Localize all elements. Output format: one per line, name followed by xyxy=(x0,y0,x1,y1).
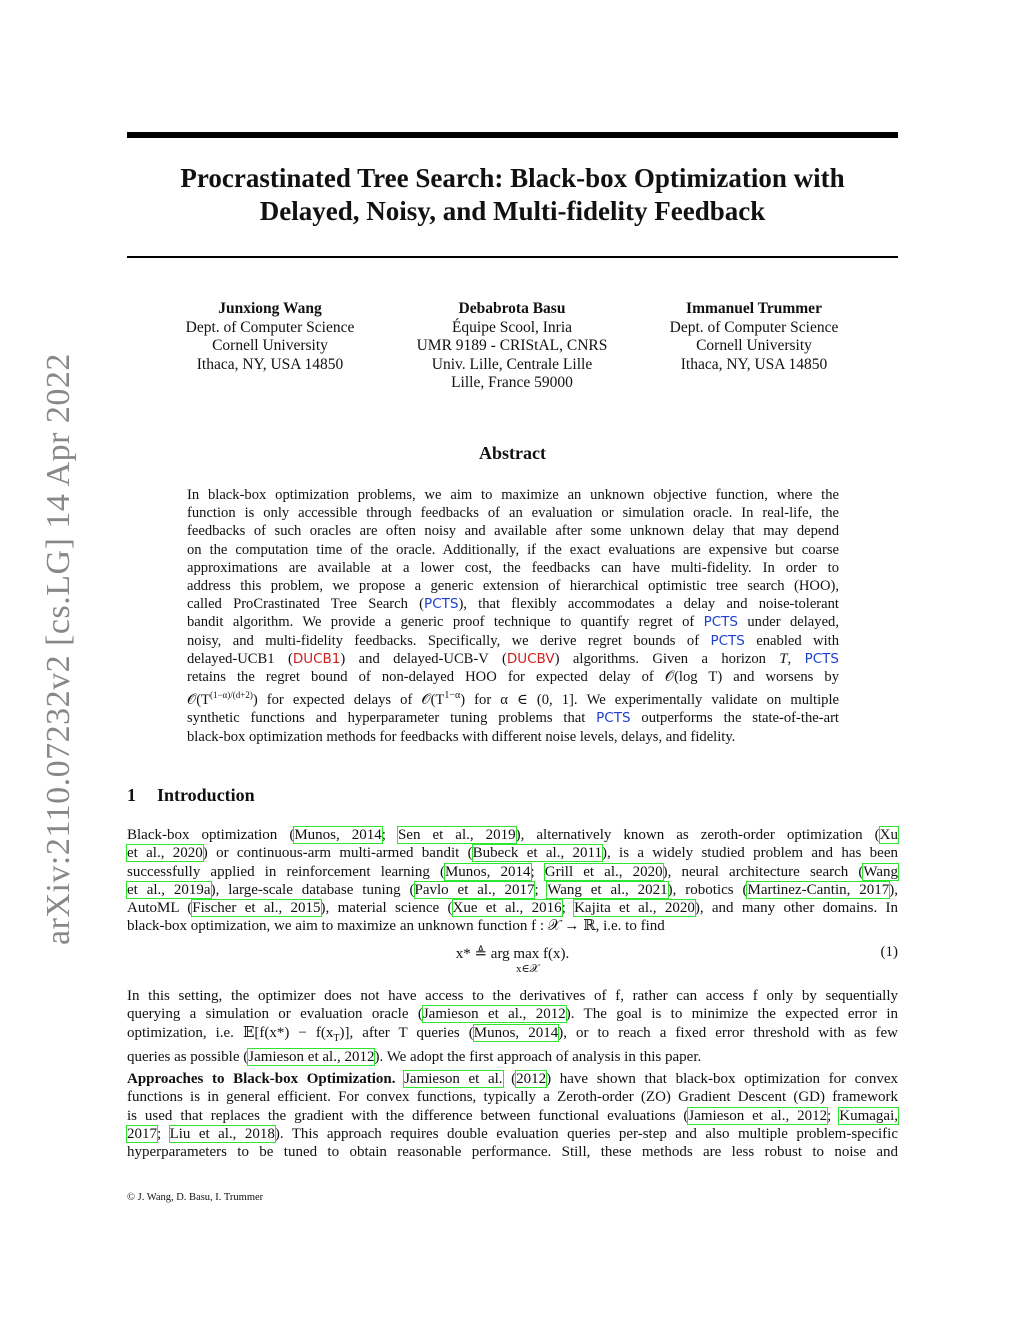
title-top-rule xyxy=(127,132,898,138)
citation-link[interactable]: Pavlo et al., 2017 xyxy=(414,881,535,898)
body-line: Black-box optimization (Munos, 2014; Sen et al., 2019), alternatively known as zeroth-order optimization (Xu xyxy=(127,827,899,843)
equation-1 xyxy=(127,944,898,980)
ducbv-link[interactable]: DUCBV xyxy=(506,650,555,667)
body-line: successfully applied in reinforcement learning (Munos, 2014; Grill et al., 2020), neural architecture search (Wang xyxy=(127,863,898,880)
section-title: Introduction xyxy=(157,785,255,805)
body-line: hyperparameters to be tuned to obtain reasonable performance. Still, these methods are less robust to noise and xyxy=(127,1144,898,1161)
math-subscript: T xyxy=(333,1032,340,1044)
body-line: functions is in general efficient. For convex functions, typically a Zeroth-order (ZO) Gradient Descent (GD) framework xyxy=(127,1089,898,1106)
body-line: AutoML (Fischer et al., 2015), material science (Xue et al., 2016; Kajita et al., 2020), and many other domains. In xyxy=(127,900,899,917)
text: ). This approach requires double evaluation queries per-step and also multiple problem-specific xyxy=(274,1125,898,1142)
author-affiliation: Cornell University xyxy=(212,337,328,354)
text: ). We adopt the first approach of analysis in this paper. xyxy=(374,1048,702,1065)
author-affiliation: UMR 9189 - CRIStAL, CNRS xyxy=(416,337,608,354)
text: ). The goal is to minimize the expected error in xyxy=(565,1006,898,1023)
text: ), and many other domains. In xyxy=(694,900,899,917)
arxiv-stamp: arXiv:2110.07232v2 [cs.LG] 14 Apr 2022 xyxy=(40,353,77,945)
intro-paragraph-1 xyxy=(127,826,898,936)
body-line xyxy=(127,1048,898,1066)
author-3 xyxy=(634,300,874,393)
section-number: 1 xyxy=(127,785,136,805)
math-log-t: 𝒪(log T) xyxy=(664,669,723,686)
text: queries as possible ( xyxy=(127,1048,249,1065)
abstract-line: on the computation time of the oracle. Additionally, if the exact evaluations are expensive but coarse xyxy=(187,541,839,558)
copyright-footer: © J. Wang, D. Basu, I. Trummer xyxy=(127,1192,264,1203)
equation-number: (1) xyxy=(880,944,898,960)
citation-link[interactable]: et al., 2019a xyxy=(127,881,211,898)
abstract-line xyxy=(187,632,839,650)
text: querying a simulation or evaluation oracle ( xyxy=(127,1006,423,1023)
text: noisy, and multi-fidelity feedbacks. Specifically, we derive regret bounds of xyxy=(187,632,700,649)
citation-link[interactable]: Jamieson et al., 2012 xyxy=(422,1006,566,1023)
text: ), alternatively known as zeroth-order optimization ( xyxy=(515,827,880,843)
citation-link[interactable]: Martinez-Cantin, 2017 xyxy=(747,881,890,898)
citation-link[interactable]: Munos, 2014 xyxy=(294,827,382,843)
pcts-link[interactable]: PCTS xyxy=(703,614,738,631)
paper-title xyxy=(127,162,898,228)
title-line-2: Delayed, Noisy, and Multi-fidelity Feedback xyxy=(259,196,766,226)
text: ), neural architecture search ( xyxy=(662,863,864,880)
text: ), large-scale database tuning ( xyxy=(210,881,415,898)
author-affiliation: Lille, France 59000 xyxy=(451,374,573,391)
citation-link[interactable]: Jamieson et al., 2012 xyxy=(688,1107,828,1124)
intro-paragraph-3 xyxy=(127,1070,898,1161)
citation-link[interactable]: Kajita et al., 2020 xyxy=(574,900,695,917)
math-exponent: 1−α xyxy=(444,690,461,702)
section-heading-introduction xyxy=(127,785,255,806)
citation-link[interactable]: Bubeck et al., 2011 xyxy=(472,845,602,862)
citation-link[interactable]: Grill et al., 2020 xyxy=(544,863,663,880)
pcts-link[interactable]: PCTS xyxy=(424,596,459,613)
text: successfully applied in reinforcement learning ( xyxy=(127,863,445,880)
title-bottom-rule xyxy=(127,256,898,258)
abstract-line xyxy=(187,613,839,631)
author-affiliation: Dept. of Computer Science xyxy=(669,318,839,336)
citation-link[interactable]: Jamieson et al. xyxy=(404,1071,503,1087)
author-affiliation: Cornell University xyxy=(696,337,812,354)
citation-link[interactable]: Wang et al., 2021 xyxy=(547,881,668,898)
author-affiliation: Dept. of Computer Science xyxy=(185,318,355,336)
abstract-line: function is only accessible through feedbacks of an evaluation or simulation oracle. In real-life, the xyxy=(187,505,839,522)
citation-link[interactable]: Wang xyxy=(863,863,898,880)
pcts-link[interactable]: PCTS xyxy=(596,710,631,727)
pcts-link[interactable]: PCTS xyxy=(710,632,745,649)
citation-link[interactable]: Munos, 2014 xyxy=(473,1024,559,1041)
text: called ProCrastinated Tree Search ( xyxy=(187,596,425,613)
citation-link[interactable]: Munos, 2014 xyxy=(444,863,531,880)
body-line: In this setting, the optimizer does not have access to the derivatives of f, rather can access f only by sequentially xyxy=(127,988,898,1004)
body-line: et al., 2019a), large-scale database tuning (Pavlo et al., 2017; Wang et al., 2021), robotics (Martinez-Cantin, 2017), xyxy=(127,881,898,898)
citation-link[interactable]: Xue et al., 2016 xyxy=(452,900,562,917)
author-name: Debabrota Basu xyxy=(458,300,566,317)
abstract-line: approximations are available at a lower cost, the feedbacks can have multi-fidelity. In order to xyxy=(187,559,839,576)
body-line xyxy=(127,844,898,862)
text: ), robotics ( xyxy=(667,881,748,898)
text: ), material science ( xyxy=(320,900,453,917)
text: enabled with xyxy=(756,632,839,649)
abstract-line: black-box optimization methods for feedbacks with different noise levels, delays, and fidelity. xyxy=(187,728,736,745)
text: outperforms the state-of-the-art xyxy=(641,710,839,727)
citation-link[interactable]: 2012 xyxy=(516,1071,547,1087)
citation-link[interactable]: Kumagai, xyxy=(839,1107,898,1124)
abstract-line xyxy=(187,709,839,727)
math-exponent: (1−α)/(d+2) xyxy=(209,690,253,701)
citation-link[interactable]: et al., 2020 xyxy=(127,845,203,862)
text: ) for expected delays of 𝒪(T xyxy=(252,692,445,709)
author-2 xyxy=(392,300,632,393)
author-affiliation: Univ. Lille, Centrale Lille xyxy=(431,355,593,373)
abstract-line: feedbacks of such oracles are often noisy and available after some unknown delay that may depend xyxy=(187,523,839,540)
text: delayed-UCB1 ( xyxy=(187,650,293,667)
intro-paragraph-2 xyxy=(127,987,898,1066)
abstract-line xyxy=(187,668,839,686)
abstract-heading: Abstract xyxy=(479,443,546,463)
text: )], after T queries ( xyxy=(339,1024,474,1041)
text: and worsens by xyxy=(733,669,839,686)
text: bandit algorithm. We provide a generic proof technique to quantify regret of xyxy=(187,614,695,631)
math-T: T xyxy=(779,650,788,667)
text: ), is a widely studied problem and has been xyxy=(601,845,898,862)
body-line: Approaches to Black-box Optimization. Jamieson et al. (2012) have shown that black-box optimization for convex xyxy=(127,1071,898,1087)
abstract-line: delayed-UCB1 (DUCB1) and delayed-UCB-V (DUCBV) algorithms. Given a horizon T, PCTS xyxy=(187,650,839,667)
text: optimization, i.e. 𝔼[f(x*) − f(x xyxy=(127,1024,334,1041)
equation-subscript: x∈𝒳 xyxy=(515,963,540,975)
text: under delayed, xyxy=(747,614,839,631)
text: have shown that black-box optimization for convex xyxy=(559,1071,898,1087)
body-line: black-box optimization, we aim to maximize an unknown function f : 𝒳 → ℝ, i.e. to find xyxy=(127,918,665,935)
text: is used that replaces the gradient with the difference between functional evaluations ( xyxy=(127,1107,689,1124)
text: ) for α ∈ (0, 1]. We experimentally validate on multiple xyxy=(460,692,839,709)
author-list xyxy=(150,300,874,393)
title-line-1: Procrastinated Tree Search: Black-box Optimization with xyxy=(180,163,845,193)
abstract-line xyxy=(187,595,839,613)
equation-expression: x* ≜ arg max f(x). xyxy=(455,946,570,962)
body-line: 2017; Liu et al., 2018). This approach requires double evaluation queries per-step and also multiple problem-specific xyxy=(127,1125,898,1142)
author-affiliation: Équipe Scool, Inria xyxy=(451,318,573,336)
citation-link[interactable]: Sen et al., 2019 xyxy=(397,827,516,843)
abstract-body xyxy=(187,486,839,746)
text: ), that flexibly accommodates a delay and noise-tolerant xyxy=(458,596,839,613)
text: AutoML ( xyxy=(127,900,193,917)
text: ), or to reach a fixed error threshold with as few xyxy=(558,1024,898,1041)
abstract-line xyxy=(187,686,839,709)
citation-link[interactable]: 2017 xyxy=(127,1125,157,1142)
author-1 xyxy=(150,300,390,393)
text: ) and delayed-UCB-V ( xyxy=(340,650,507,667)
body-line xyxy=(127,1024,898,1048)
text: ), xyxy=(889,881,898,898)
abstract-line: address this problem, we propose a generic extension of hierarchical optimistic tree search (HOO), xyxy=(187,578,839,595)
text: Black-box optimization ( xyxy=(127,827,295,843)
author-name: Junxiong Wang xyxy=(218,300,322,317)
text: ) or continuous-arm multi-armed bandit ( xyxy=(202,845,473,862)
ducb1-link[interactable]: DUCB1 xyxy=(292,650,341,667)
author-affiliation: Ithaca, NY, USA 14850 xyxy=(196,355,344,373)
author-name: Immanuel Trummer xyxy=(686,300,822,317)
math: 𝒪(T xyxy=(187,692,210,709)
body-line: is used that replaces the gradient with the difference between functional evaluations (Jamieson et al., 2012; Kumagai, xyxy=(127,1107,898,1124)
body-line xyxy=(127,1005,898,1023)
text: retains the regret bound of non-delayed HOO for expected delay of xyxy=(187,669,654,686)
author-affiliation: Ithaca, NY, USA 14850 xyxy=(680,355,828,373)
citation-link[interactable]: Xu xyxy=(879,827,899,843)
text: synthetic functions and hyperparameter tuning problems that xyxy=(187,710,586,727)
abstract-line: In black-box optimization problems, we aim to maximize an unknown objective function, where the xyxy=(187,487,839,503)
citation-link[interactable]: Jamieson et al., 2012 xyxy=(248,1048,375,1065)
text: ) algorithms. Given a horizon xyxy=(554,650,766,667)
citation-link[interactable]: Liu et al., 2018 xyxy=(169,1125,275,1142)
paragraph-heading: Approaches to Black-box Optimization. xyxy=(127,1071,396,1087)
pcts-link[interactable]: PCTS xyxy=(804,650,839,667)
citation-link[interactable]: Fischer et al., 2015 xyxy=(192,900,321,917)
